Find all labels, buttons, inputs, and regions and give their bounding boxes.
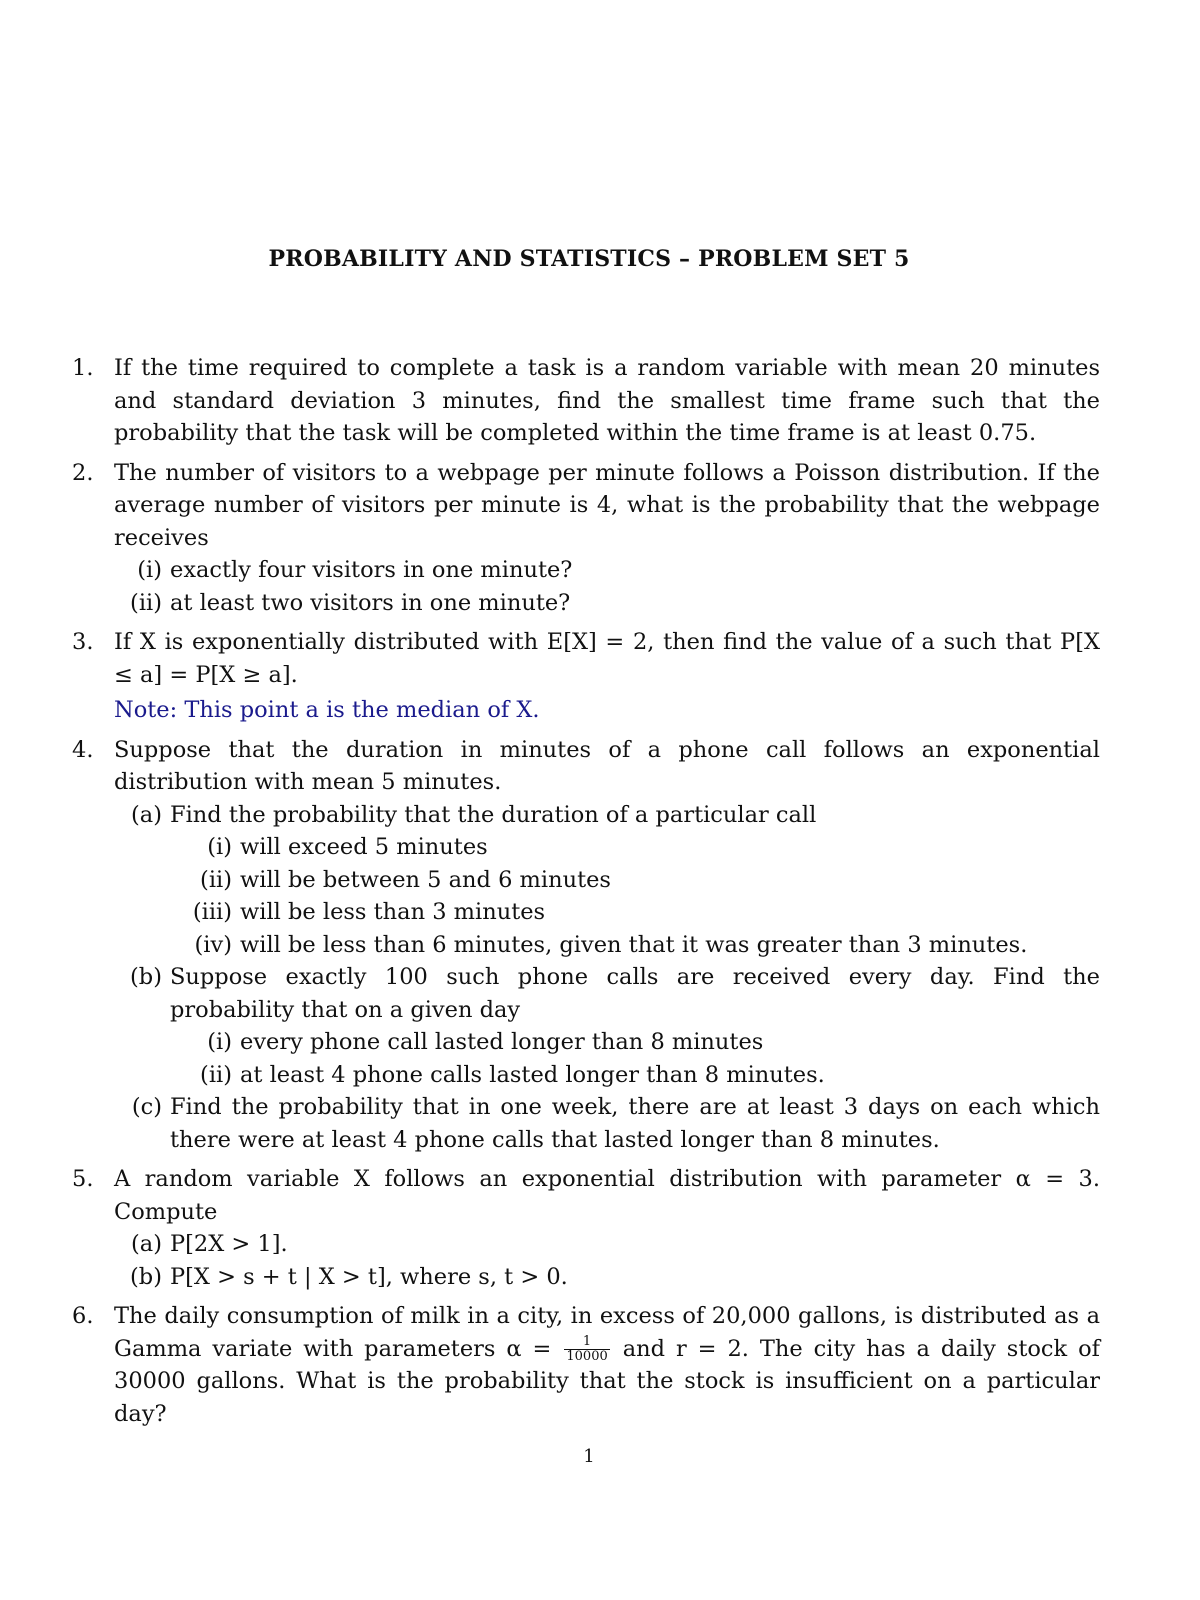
subpart-label: (i)	[207, 1029, 232, 1055]
problem-part	[114, 1091, 1100, 1156]
problem-subpart	[114, 896, 1100, 929]
part-text: P[2X > 1].	[170, 1231, 288, 1257]
problem-number: 1.	[72, 355, 94, 381]
problem-text-after: and r = 2. The city has a daily stock of 30000 gallons. What is the probability that the stock is insufficient on a particular day?	[114, 1335, 1100, 1427]
problem-part	[114, 554, 1100, 587]
part-text: Find the probability that in one week, there are at least 3 days on each which there were at least 4 phone calls that lasted longer than 8 minutes.	[170, 1094, 1100, 1153]
subpart-label: (ii)	[200, 1061, 232, 1088]
problem-number: 3.	[72, 629, 94, 655]
problem-part	[114, 961, 1100, 1026]
subpart-text: at least 4 phone calls lasted longer than 8 minutes.	[240, 1061, 825, 1088]
problem-4	[0, 734, 1100, 1157]
problem-subpart	[114, 1026, 1100, 1059]
part-label: (b)	[130, 964, 162, 990]
problem-6	[0, 1300, 1100, 1430]
problem-text-before: The daily consumption of milk in a city, in excess of 20,000 gallons, is distributed as a Gamma variate with parameters α =	[114, 1303, 1100, 1362]
subpart-text: every phone call lasted longer than 8 minutes	[240, 1029, 764, 1055]
problem-part	[114, 1228, 1100, 1261]
problem-subpart	[114, 864, 1100, 897]
problem-text: A random variable X follows an exponential distribution with parameter α = 3. Compute	[114, 1166, 1100, 1225]
subpart-label: (iv)	[194, 931, 232, 958]
problem-2	[0, 457, 1100, 620]
subpart-label: (ii)	[200, 866, 232, 893]
problem-text: If the time required to complete a task is a random variable with mean 20 minutes and standard deviation 3 minutes, find the smallest time frame such that the probability that the task will be completed within the time frame is at least 0.75.	[114, 355, 1100, 446]
problem-subpart	[114, 929, 1100, 962]
subpart-text: will be less than 3 minutes	[240, 899, 546, 925]
problem-text: Suppose that the duration in minutes of a phone call follows an exponential distribution with mean 5 minutes.	[114, 736, 1100, 795]
part-label: (b)	[130, 1263, 162, 1290]
fraction-denominator: 10000	[566, 1349, 608, 1364]
part-text: Find the probability that the duration of a particular call	[170, 801, 817, 828]
problem-number: 2.	[72, 459, 94, 486]
part-text: exactly four visitors in one minute?	[170, 557, 573, 583]
problem-part	[114, 1261, 1100, 1294]
part-text: at least two visitors in one minute?	[170, 589, 571, 616]
problem-subpart	[114, 831, 1100, 864]
subpart-text: will be between 5 and 6 minutes	[240, 866, 611, 893]
problem-note: Note: This point a is the median of X.	[114, 697, 540, 723]
problem-number: 6.	[72, 1303, 94, 1329]
problem-5	[0, 1163, 1100, 1293]
subpart-text: will be less than 6 minutes, given that it was greater than 3 minutes.	[240, 931, 1028, 958]
problem-text: If X is exponentially distributed with E[X] = 2, then find the value of a such that P[X ≤ a] = P[X ≥ a].	[114, 629, 1100, 688]
part-label: (ii)	[130, 589, 162, 616]
problem-part	[114, 587, 1100, 620]
problem-number: 5.	[72, 1166, 94, 1192]
part-label: (a)	[131, 1231, 162, 1257]
problem-part	[114, 799, 1100, 832]
part-text: Suppose exactly 100 such phone calls are received every day. Find the probability that on a given day	[170, 964, 1100, 1023]
fraction-numerator: 1	[564, 1335, 609, 1350]
page-title: PROBABILITY AND STATISTICS – PROBLEM SET 5	[268, 246, 910, 272]
subpart-label: (iii)	[192, 899, 232, 925]
subpart-text: will exceed 5 minutes	[240, 834, 488, 860]
problem-text	[114, 1300, 1100, 1430]
page-number: 1	[583, 1446, 595, 1467]
problem-3	[0, 626, 1100, 727]
problem-1	[0, 352, 1100, 450]
problem-list	[0, 352, 1200, 1437]
part-label: (a)	[131, 801, 162, 828]
fraction	[564, 1335, 609, 1364]
problem-number: 4.	[72, 736, 94, 763]
part-label: (c)	[131, 1094, 162, 1120]
problem-subpart	[114, 1059, 1100, 1092]
part-label: (i)	[137, 557, 162, 583]
part-text: P[X > s + t | X > t], where s, t > 0.	[170, 1263, 568, 1290]
problem-text: The number of visitors to a webpage per minute follows a Poisson distribution. If the average number of visitors per minute is 4, what is the probability that the webpage receives	[114, 459, 1100, 551]
subpart-label: (i)	[207, 834, 232, 860]
